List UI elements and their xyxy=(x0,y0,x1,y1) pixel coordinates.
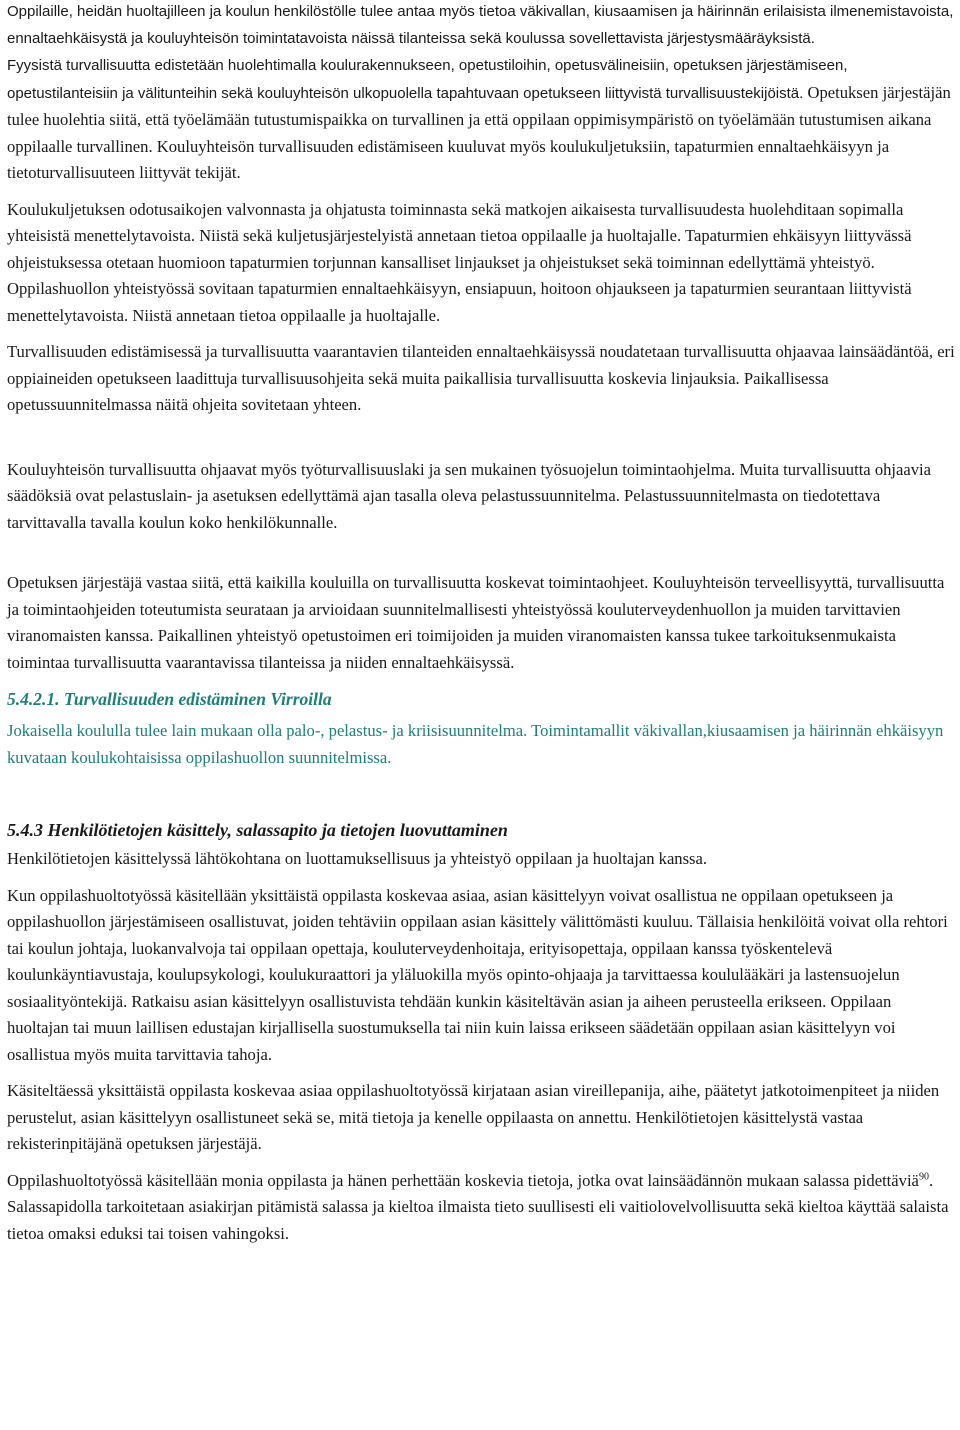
paragraph-organizer-responsibility: Opetuksen järjestäjä vastaa siitä, että kaikilla kouluilla on turvallisuutta koskevat toimintaohjeet. Kouluyhteisön terveellisyyttä, turvallisuutta ja toimintaohjeiden toteutumista seurataan ja arvioidaan suunnitelmallisesti yhteistyössä kouluterveydenhuollon ja muiden tarvittavien viranomaisten kanssa. Paikallinen yhteistyö opetustoimen eri toimijoiden ja muiden viranomaisten kanssa tukee tarkoituksenmukaista toimintaa turvallisuutta vaarantavissa tilanteissa ja niiden ennaltaehkäisyssä. xyxy=(7,573,945,672)
paragraph-legislation: Turvallisuuden edistämisessä ja turvallisuutta vaarantavien tilanteiden ennaltaehkäisyssä noudatetaan turvallisuutta ohjaavaa lainsäädäntöä, eri oppiaineiden opetukseen laadittuja turvallisuusohjeita sekä muita paikallisia turvallisuutta koskevia linjauksia. Paikallisessa opetussuunnitelmassa näitä ohjeita sovitetaan yhteen. xyxy=(7,342,955,414)
footnote-reference: 90 xyxy=(918,1170,929,1182)
paragraph-virrat-plans: Jokaisella koululla tulee lain mukaan olla palo-, pelastus- ja kriisisuunnitelma. Toimintamallit väkivallan,kiusaamisen ja häirinnän ehkäisyyn kuvataan koulukohtaisissa oppilashuollon suunnitelmissa. xyxy=(7,721,944,767)
paragraph-physical-safety xyxy=(7,52,957,187)
paragraph-occupational-safety: Kouluyhteisön turvallisuutta ohjaavat myös työturvallisuuslaki ja sen mukainen työsuojelun toimintaohjelma. Muita turvallisuutta ohjaavia säädöksiä ovat pelastuslain- ja asetuksen edellyttämä ajan tasalla oleva pelastussuunnitelma. Pelastussuunnitelmasta on tiedotettava tarvittavalla tavalla koulun koko henkilökunnalle. xyxy=(7,459,932,532)
paragraph-confidentiality-basis: Henkilötietojen käsittelyssä lähtökohtana on luottamuksellisuus ja yhteistyö oppilaan ja huoltajan kanssa. xyxy=(7,849,708,868)
paragraph-school-transport: Koulukuljetuksen odotusaikojen valvonnasta ja ohjatusta toiminnasta sekä matkojen aikaisesta turvallisuudesta huolehditaan sopimalla yhteisistä menettelytavoista. Niistä sekä kuljetusjärjestelyistä annetaan tietoa oppilaalle ja huoltajalle. Tapaturmien ehkäisyyn liittyvässä ohjeistuksessa otetaan huomioon tapaturmien torjunnan kansalliset linjaukset ja ohjeistukset sekä toiminnan edellyttämä yhteistyö. Oppilashuollon yhteistyössä sovitaan tapaturmien ennaltaehkäisyyn, ensiapuun, hoitoon ohjaukseen ja tapaturmien seurantaan liittyvistä menettelytavoista. Niistä annetaan tietoa oppilaalle ja huoltajalle. xyxy=(7,199,912,325)
document-page xyxy=(7,0,957,1247)
section-heading-virrat: 5.4.2.1. Turvallisuuden edistäminen Virroilla xyxy=(7,689,332,709)
paragraph-secrecy xyxy=(7,1168,957,1248)
section-heading-personal-data: 5.4.3 Henkilötietojen käsittely, salassapito ja tietojen luovuttaminen xyxy=(7,820,508,840)
paragraph-documentation: Käsiteltäessä yksittäistä oppilasta koskevaa asiaa oppilashuoltotyössä kirjataan asian vireillepanija, aihe, päätetyt jatkotoimenpiteet ja niiden perustelut, asian käsittelyyn osallistuneet sekä se, mitä tietoja ja kenelle oppilaasta on annettu. Henkilötietojen käsittelystä vastaa rekisterinpitäjänä opetuksen järjestäjä. xyxy=(7,1081,940,1153)
paragraph-secrecy-part1: Oppilashuoltotyössä käsitellään monia oppilasta ja hänen perhettään koskevia tietoja, jotka ovat lainsäädännön mukaan salassa pidettäviä xyxy=(7,1170,919,1190)
paragraph-case-handling: Kun oppilashuoltotyössä käsitellään yksittäistä oppilasta koskevaa asiaa, asian käsittelyyn voivat osallistua ne oppilaan opetukseen ja oppilashuollon järjestämiseen osallistuvat, joiden tehtäviin oppilaan asian käsittely välittömästi kuuluu. Tällaisia henkilöitä voivat olla rehtori tai koulun johtaja, luokanvalvoja tai oppilaan opettaja, kouluterveydenhoitaja, erityisopettaja, oppilaan kanssa työskentelevä koulunkäyntiavustaja, koulupsykologi, koulukuraattori ja yläluokilla myös opinto-ohjaaja ja tarvittaessa koululääkäri ja lastensuojelun sosiaalityöntekijä. Ratkaisu asian käsittelyyn osallistuvista tehdään kunkin käsiteltävän asian ja aiheen perusteella erikseen. Oppilaan huoltajan tai muun laillisen edustajan kirjallisella suostumuksella tai niin kuin laissa erikseen säädetään oppilaan asian käsittelyyn voi osallistua myös muita tarvittavia tahoja. xyxy=(7,885,948,1064)
paragraph-secrecy-part2: . Salassapidolla tarkoitetaan asiakirjan pitämistä salassa ja kieltoa ilmaista tieto suullisesti eli vaitiolovelvollisuutta sekä kieltoa käyttää salaista tietoa omaksi eduksi tai toisen vahingoksi. xyxy=(7,1170,949,1243)
paragraph-violence-info: Oppilaille, heidän huoltajilleen ja koulun henkilöstölle tulee antaa myös tietoa väkivallan, kiusaamisen ja häirinnän erilaisista ilmenemistavoista, ennaltaehkäisystä ja kouluyhteisön toimintatavoista näissä tilanteissa sekä koulussa sovellettavista järjestysmääräyksistä. xyxy=(7,3,954,47)
paragraph-physical-safety-part2: Opetuksen järjestäjän tulee huolehtia siitä, että työelämään tutustumispaikka on turvallinen ja että oppilaan oppimisympäristö on työelämään tutustumisen aikana oppilaalle turvallinen. Kouluyhteisön turvallisuuden edistämiseen kuuluvat myös koulukuljetuksiin, tapaturmien ennaltaehkäisyyn ja tietoturvallisuuteen liittyvät tekijät. xyxy=(7,82,951,182)
paragraph-physical-safety-part1: Fyysistä turvallisuutta edistetään huolehtimalla koulurakennukseen, opetustiloihin, opetusvälineisiin, opetuksen järjestämiseen, opetustilanteisiin ja välitunteihin sekä kouluyhteisön ulkopuolella tapahtuvaan opetukseen liittyvistä turvallisuustekijöistä. xyxy=(7,57,848,102)
